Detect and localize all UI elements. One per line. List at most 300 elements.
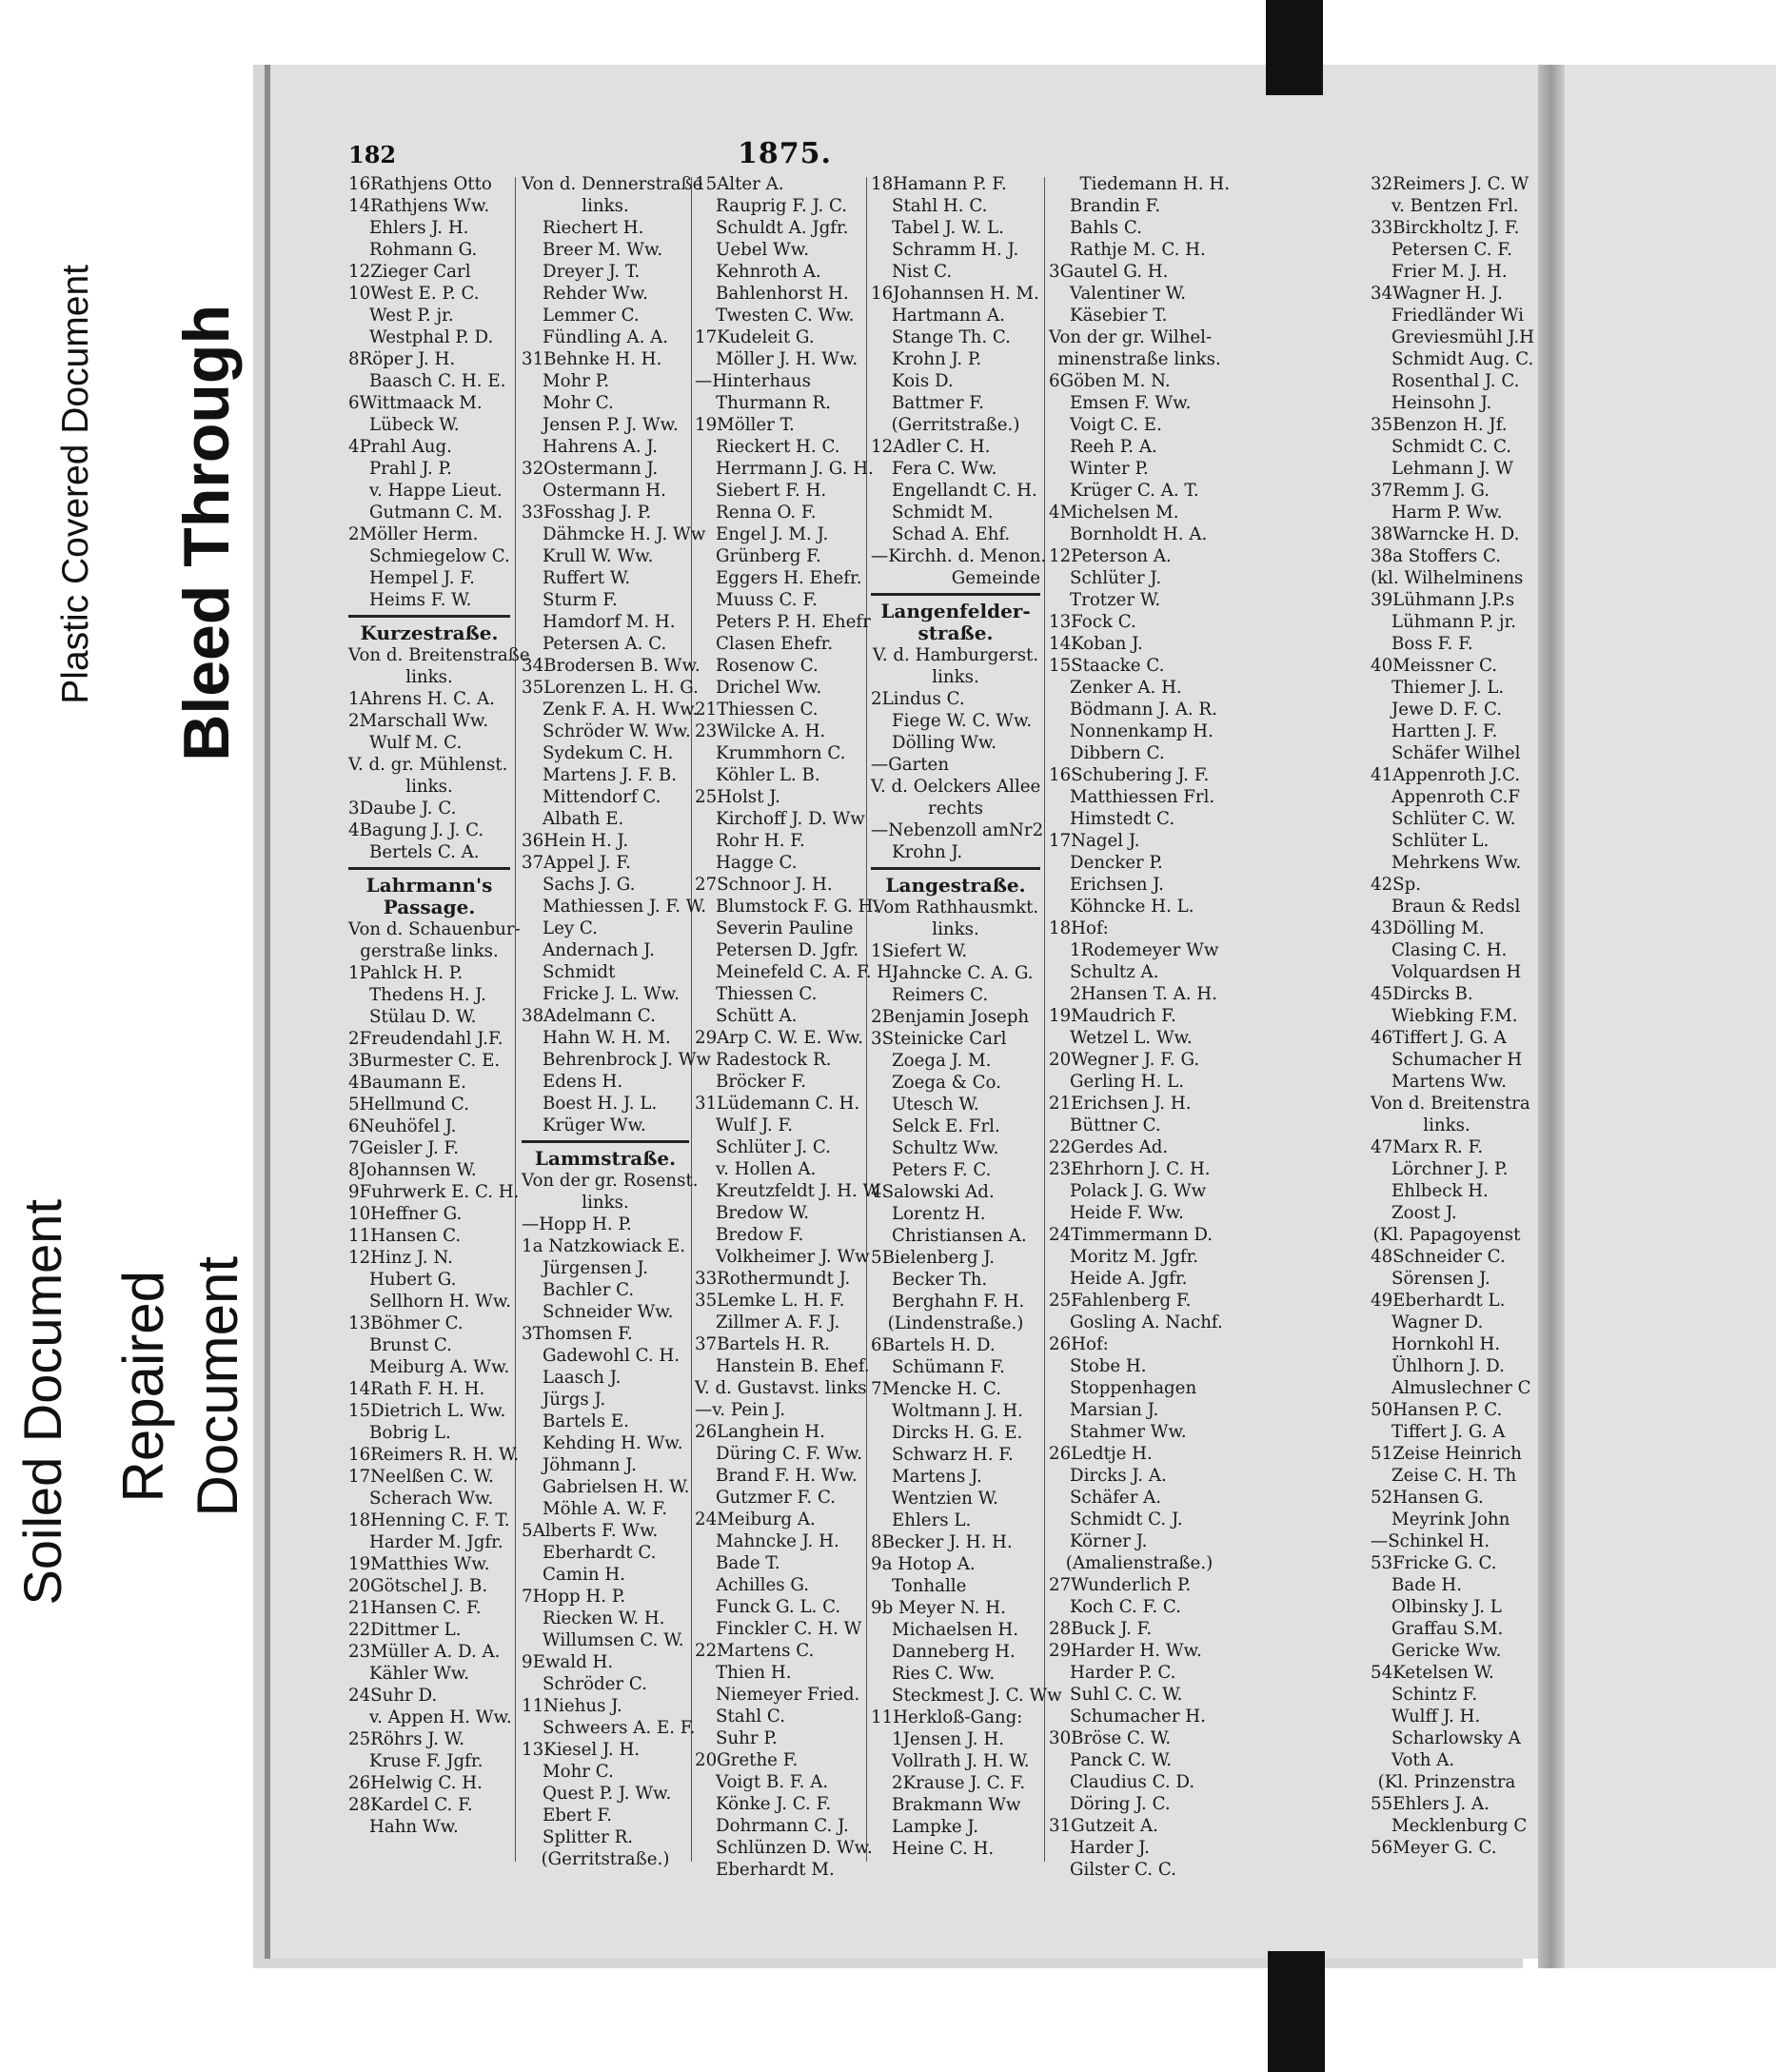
directory-entry: 48Schneider C. <box>1371 1247 1506 1267</box>
directory-entry: Voth A. <box>1391 1750 1455 1770</box>
directory-entry: 9b Meyer N. H. <box>871 1598 1006 1618</box>
directory-entry: Heide F. Ww. <box>1070 1203 1184 1223</box>
directory-entry: Renna O. F. <box>716 503 817 523</box>
directory-entry: Radestock R. <box>716 1050 832 1070</box>
directory-entry: Schneider Ww. <box>543 1302 674 1322</box>
directory-entry: Jürgensen J. <box>543 1258 649 1278</box>
directory-entry: 4Baumann E. <box>348 1073 466 1093</box>
directory-entry: 25Holst J. <box>695 787 780 807</box>
directory-entry: Olbinsky J. L <box>1391 1597 1502 1617</box>
directory-entry: 24Meiburg A. <box>695 1510 816 1529</box>
directory-entry: Martens J. F. B. <box>543 765 677 785</box>
directory-entry: 7Hopp H. P. <box>522 1587 626 1607</box>
directory-entry: Sellhorn H. Ww. <box>369 1292 512 1312</box>
directory-entry: Jensen P. J. Ww. <box>543 415 679 435</box>
directory-entry: Martens Ww. <box>1391 1072 1507 1092</box>
directory-entry: 4Michelsen M. <box>1049 503 1179 523</box>
directory-entry: 18Hamann P. F. <box>871 174 1007 194</box>
directory-entry: 5Bielenberg J. <box>871 1248 995 1268</box>
directory-entry: Bachler C. <box>543 1280 635 1300</box>
directory-entry: Schmidt M. <box>892 503 994 523</box>
directory-entry: Boest H. J. L. <box>543 1094 658 1114</box>
directory-entry: Trotzer W. <box>1070 590 1161 610</box>
directory-entry: Petersen D. Jgfr. <box>716 940 859 960</box>
plastic-covered-label: Plastic Covered Document <box>55 265 96 704</box>
directory-entry: Michaelsen H. <box>892 1620 1018 1640</box>
directory-entry: 34Wagner H. J. <box>1371 284 1503 304</box>
directory-entry: Stahl H. C. <box>892 196 988 216</box>
directory-entry: Schintz F. <box>1391 1685 1478 1705</box>
directory-entry: 26Langhein H. <box>695 1422 825 1442</box>
directory-entry: Polack J. G. Ww <box>1070 1181 1207 1201</box>
directory-entry: Wulf J. F. <box>716 1115 794 1135</box>
directory-entry: Von d. Breitenstraße <box>348 645 530 665</box>
section-rule <box>348 615 510 618</box>
page-number: 182 <box>348 141 397 168</box>
directory-entry: Schlüter L. <box>1391 831 1490 851</box>
directory-entry: 17Kudeleit G. <box>695 327 815 347</box>
directory-entry: Emsen F. Ww. <box>1070 393 1192 413</box>
directory-entry: 24Timmermann D. <box>1049 1225 1214 1245</box>
directory-entry: Boss F. F. <box>1391 634 1473 654</box>
directory-entry: Schweers A. E. F. <box>543 1718 696 1738</box>
directory-entry: Lörchner J. P. <box>1391 1159 1509 1179</box>
directory-entry: Möller J. H. Ww. <box>716 349 858 369</box>
directory-entry: Hanstein B. Ehef. <box>716 1356 870 1376</box>
directory-entry: 14Rathjens Ww. <box>348 196 490 216</box>
directory-entry: 19Maudrich F. <box>1049 1006 1176 1026</box>
directory-entry: Bartels E. <box>543 1411 629 1431</box>
directory-entry: Ehlbeck H. <box>1391 1181 1489 1201</box>
directory-entry: Krüger C. A. T. <box>1070 481 1199 501</box>
directory-entry: 38a Stoffers C. <box>1371 546 1502 566</box>
directory-entry: 8Röper J. H. <box>348 349 456 369</box>
directory-entry: Hartmann A. <box>892 306 1005 326</box>
directory-entry: 5Alberts F. Ww. <box>522 1521 659 1541</box>
directory-entry: 8Becker J. H. H. <box>871 1532 1013 1552</box>
directory-entry: Camin H. <box>543 1565 625 1585</box>
directory-entry: Hamdorf M. H. <box>543 612 676 632</box>
directory-entry: Andernach J. <box>543 940 655 960</box>
directory-entry: Kirchoff J. D. Ww <box>716 809 865 829</box>
directory-entry: links. <box>582 196 629 216</box>
directory-entry: —Hinterhaus <box>695 371 811 391</box>
directory-entry: Rohmann G. <box>369 240 478 260</box>
directory-entry: Krohn J. <box>892 842 963 862</box>
directory-entry: Schröder W. Ww. <box>543 721 691 741</box>
directory-entry: Brunst C. <box>369 1335 452 1355</box>
directory-entry: 34Brodersen B. Ww. <box>522 656 701 676</box>
directory-entry: Rathje M. C. H. <box>1070 240 1206 260</box>
directory-entry: (Amalienstraße.) <box>1065 1553 1214 1573</box>
directory-entry: Stobe H. <box>1070 1356 1147 1376</box>
directory-entry: Stahl C. <box>716 1707 785 1727</box>
directory-entry: V. d. gr. Mühlenst. <box>348 755 508 775</box>
directory-entry: 11Herkloß-Gang: <box>871 1707 1023 1727</box>
directory-entry: Gosling A. Nachf. <box>1070 1312 1223 1332</box>
directory-entry: 28Kardel C. F. <box>348 1795 473 1815</box>
directory-entry: Riecken W. H. <box>543 1608 665 1628</box>
directory-entry: 27Schnoor J. H. <box>695 875 833 895</box>
directory-entry: Hubert G. <box>369 1270 457 1290</box>
directory-entry: V. d. Oelckers Allee <box>871 777 1041 797</box>
directory-entry: Düring C. F. Ww. <box>716 1444 863 1464</box>
directory-entry: 17Nagel J. <box>1049 831 1140 851</box>
directory-entry: Fündling A. A. <box>543 327 669 347</box>
directory-entry: —Nebenzoll amNr2 <box>871 820 1044 840</box>
directory-entry: Mathiessen J. F. W. <box>543 897 707 917</box>
directory-entry: Severin Pauline <box>716 918 854 938</box>
directory-entry: Mittendorf C. <box>543 787 661 807</box>
directory-entry: 23Ehrhorn J. C. H. <box>1049 1159 1211 1179</box>
directory-entry: Schumacher H <box>1391 1050 1523 1070</box>
directory-entry: 46Tiffert J. G. A <box>1371 1028 1507 1048</box>
directory-entry: 33Rothermundt J. <box>695 1269 851 1289</box>
directory-entry: Lübeck W. <box>369 415 460 435</box>
directory-entry: Ebert F. <box>543 1806 613 1825</box>
directory-entry: Harder P. C. <box>1070 1663 1176 1683</box>
directory-entry: Brand F. H. Ww. <box>716 1466 858 1486</box>
directory-entry: Blumstock F. G. H. <box>716 897 879 917</box>
directory-entry: Krull W. Ww. <box>543 546 654 566</box>
directory-entry: 23Müller A. D. A. <box>348 1642 501 1662</box>
directory-entry: 16Johannsen H. M. <box>871 284 1039 304</box>
directory-entry: V. d. Gustavst. links <box>695 1378 867 1398</box>
directory-entry: 9Fuhrwerk E. C. H. <box>348 1182 520 1202</box>
column-divider <box>866 177 867 1862</box>
directory-entry: Appenroth C.F <box>1391 787 1521 807</box>
directory-entry: Reimers C. <box>892 985 989 1005</box>
directory-entry: Becker Th. <box>892 1270 988 1290</box>
directory-entry: Westphal P. D. <box>369 327 494 347</box>
directory-entry: Thurmann R. <box>716 393 832 413</box>
directory-entry: Reeh P. A. <box>1070 437 1157 457</box>
directory-entry: 54Ketelsen W. <box>1371 1663 1494 1683</box>
directory-entry: Schuldt A. Jgfr. <box>716 218 849 238</box>
street-heading: Kurzestraße. <box>360 622 499 644</box>
directory-entry: 17Neelßen C. W. <box>348 1467 494 1487</box>
directory-entry: Mecklenburg C <box>1391 1816 1528 1836</box>
directory-entry: Schmidt <box>543 962 616 982</box>
directory-entry: Lühmann P. jr. <box>1391 612 1517 632</box>
directory-entry: Zenker A. H. <box>1070 678 1182 698</box>
directory-entry: Vom Rathhausmkt. <box>872 898 1039 918</box>
directory-entry: Hornkohl H. <box>1391 1334 1501 1354</box>
directory-entry: Sörensen J. <box>1391 1269 1490 1289</box>
directory-entry: Schlüter C. W. <box>1391 809 1516 829</box>
directory-entry: Peters P. H. Ehefr <box>716 612 871 632</box>
directory-entry: links. <box>405 667 453 687</box>
directory-entry: Kruse F. Jgfr. <box>369 1751 483 1771</box>
directory-entry: Claudius C. D. <box>1070 1772 1195 1792</box>
street-heading: Langestraße. <box>885 874 1026 897</box>
directory-entry: Meyrink John <box>1391 1510 1510 1529</box>
directory-entry: Wagner D. <box>1391 1312 1484 1332</box>
directory-entry: Sydekum C. H. <box>543 743 674 763</box>
directory-entry: 3Daube J. C. <box>348 799 457 819</box>
directory-entry: Schultz A. <box>1070 962 1159 982</box>
directory-entry: Schumacher H. <box>1070 1707 1206 1727</box>
directory-entry: 51Zeise Heinrich <box>1371 1444 1522 1464</box>
section-rule <box>348 867 510 870</box>
directory-entry: Nonnenkamp H. <box>1070 721 1214 741</box>
directory-entry: Albath E. <box>543 809 624 829</box>
directory-entry: Breer M. Ww. <box>543 240 663 260</box>
directory-entry: Zeise C. H. Th <box>1391 1466 1517 1486</box>
directory-entry: Zenk F. A. H. Ww. <box>543 700 699 720</box>
directory-entry: Dähmcke H. J. Ww <box>543 524 706 544</box>
directory-entry: Engel J. M. J. <box>716 524 829 544</box>
directory-entry: Gilster C. C. <box>1070 1860 1176 1880</box>
directory-entry: Himstedt C. <box>1070 809 1175 829</box>
directory-entry: Körner J. <box>1070 1531 1148 1551</box>
directory-entry: Petersen A. C. <box>543 634 667 654</box>
directory-entry: 39Lühmann J.P.s <box>1371 590 1515 610</box>
directory-entry: Schmidt Aug. C. <box>1391 349 1534 369</box>
directory-entry: 21Thiessen C. <box>695 700 819 720</box>
directory-entry: 42Sp. <box>1371 875 1422 895</box>
directory-entry: Mahncke J. H. <box>716 1531 839 1551</box>
directory-entry: Wetzel L. Ww. <box>1070 1028 1193 1048</box>
directory-entry: Ühlhorn J. D. <box>1391 1356 1505 1376</box>
directory-entry: Ries C. Ww. <box>892 1664 996 1684</box>
directory-entry: —Schinkel H. <box>1371 1531 1490 1551</box>
directory-entry: Steckmest J. C. Ww <box>892 1686 1062 1706</box>
directory-entry: Mohr C. <box>543 1762 614 1782</box>
bleed-through-label: Bleed Through <box>170 305 243 761</box>
directory-entry: Gabrielsen H. W. <box>543 1477 690 1497</box>
directory-entry: 29Arp C. W. E. Ww. <box>695 1028 864 1048</box>
directory-entry: 26Helwig C. H. <box>348 1773 483 1793</box>
directory-entry: 14Rath F. H. H. <box>348 1379 485 1399</box>
directory-entry: 1Rodemeyer Ww <box>1070 940 1219 960</box>
directory-entry: Dircks H. G. E. <box>892 1423 1023 1443</box>
directory-entry: 55Ehlers J. A. <box>1371 1794 1490 1814</box>
directory-entry: Martens J. <box>892 1467 982 1487</box>
directory-entry: 32Ostermann J. <box>522 459 659 479</box>
directory-entry: —Hopp H. P. <box>522 1214 632 1234</box>
directory-entry: Kähler Ww. <box>369 1664 470 1684</box>
directory-entry: Selck E. Frl. <box>892 1116 1000 1136</box>
directory-entry: (Lindenstraße.) <box>887 1313 1024 1333</box>
directory-entry: v. Hollen A. <box>716 1159 817 1179</box>
directory-entry: Meiburg A. Ww. <box>369 1357 510 1377</box>
directory-entry: Herrmann J. G. H. <box>716 459 874 479</box>
directory-entry: Zillmer A. F. J. <box>716 1312 840 1332</box>
directory-entry: Finckler C. H. W <box>716 1619 862 1639</box>
directory-entry: 16Reimers R. H. W. <box>348 1445 520 1465</box>
directory-entry: Kreutzfeldt J. H. W <box>716 1181 881 1201</box>
scan-edge-bottom <box>1268 1951 1325 2072</box>
directory-entry: Tabel J. W. L. <box>892 218 1004 238</box>
directory-entry: 53Fricke G. C. <box>1371 1553 1497 1573</box>
directory-entry: v. Bentzen Frl. <box>1391 196 1519 216</box>
directory-entry: 27Wunderlich P. <box>1049 1575 1192 1595</box>
directory-entry: Danneberg H. <box>892 1642 1016 1662</box>
directory-entry: Uebel Ww. <box>716 240 809 260</box>
directory-entry: 2Möller Herm. <box>348 524 479 544</box>
directory-entry: Jahncke C. A. G. <box>892 963 1034 983</box>
directory-entry: (Gerritstraße.) <box>891 415 1020 435</box>
directory-entry: 2Freudendahl J.F. <box>348 1029 503 1049</box>
directory-entry: 25Fahlenberg F. <box>1049 1291 1192 1311</box>
directory-entry: Krüger Ww. <box>543 1115 646 1135</box>
directory-entry: Gutzmer F. C. <box>716 1488 837 1508</box>
directory-entry: Harder M. Jgfr. <box>369 1532 503 1552</box>
directory-entry: 52Hansen G. <box>1371 1488 1484 1508</box>
directory-entry: 49Eberhardt L. <box>1371 1291 1506 1311</box>
directory-entry: Frier M. J. H. <box>1391 262 1508 282</box>
directory-entry: 8Johannsen W. <box>348 1160 477 1180</box>
directory-entry: Wiebking F.M. <box>1391 1006 1518 1026</box>
directory-entry: —v. Pein J. <box>695 1400 786 1420</box>
directory-entry: Christiansen A. <box>892 1226 1027 1246</box>
street-heading: Lahrmann's <box>365 874 493 897</box>
directory-entry: Stoppenhagen <box>1070 1378 1197 1398</box>
directory-entry: Winter P. <box>1070 459 1149 479</box>
directory-entry: v. Happe Lieut. <box>369 481 503 501</box>
directory-column-5 <box>1049 173 1230 1881</box>
directory-entry: Tiedemann H. H. <box>1079 174 1230 194</box>
directory-entry: Thien H. <box>716 1663 792 1683</box>
directory-entry: Funck G. L. C. <box>716 1597 841 1617</box>
directory-entry: Eggers H. Ehefr. <box>716 568 862 588</box>
directory-entry: 13Kiesel J. H. <box>522 1740 641 1760</box>
directory-entry: Tonhalle <box>892 1576 967 1596</box>
directory-entry: Bahlenhorst H. <box>716 284 849 304</box>
directory-entry: Battmer F. <box>892 393 984 413</box>
directory-entry: Bornholdt H. A. <box>1070 524 1208 544</box>
directory-entry: Nist C. <box>892 262 953 282</box>
directory-entry: 32Reimers J. C. W <box>1371 174 1529 194</box>
directory-entry: Panck C. W. <box>1070 1750 1173 1770</box>
directory-entry: links. <box>932 919 979 939</box>
directory-entry: Peters F. C. <box>892 1160 992 1180</box>
directory-entry: 28Buck J. F. <box>1049 1619 1153 1639</box>
directory-entry: Mohr P. <box>543 371 610 391</box>
directory-entry: Schmidt C. J. <box>1070 1510 1183 1529</box>
directory-entry: Clasen Ehefr. <box>716 634 834 654</box>
directory-entry: 31Behnke H. H. <box>522 349 662 369</box>
directory-entry: Lemmer C. <box>543 306 640 326</box>
directory-entry: Schümann F. <box>892 1357 1005 1377</box>
directory-entry: 21Erichsen J. H. <box>1049 1094 1192 1114</box>
directory-entry: —Garten <box>871 755 950 775</box>
directory-entry: Rieckert H. C. <box>716 437 840 457</box>
directory-entry: Eberhardt C. <box>543 1543 657 1563</box>
directory-entry: Suhr P. <box>716 1728 778 1748</box>
directory-entry: Schröder C. <box>543 1674 647 1694</box>
directory-entry: Berghahn F. H. <box>892 1292 1025 1312</box>
scan-edge-top <box>1266 0 1323 95</box>
directory-entry: Schwarz H. F. <box>892 1445 1014 1465</box>
directory-entry: Schäfer Wilhel <box>1391 743 1521 763</box>
directory-entry: 11Niehus J. <box>522 1696 622 1716</box>
repaired-line-1: Repaired <box>111 1270 175 1503</box>
street-heading: Passage. <box>383 896 476 918</box>
directory-entry: Büttner C. <box>1070 1115 1161 1135</box>
directory-entry: Clasing C. H. <box>1391 940 1508 960</box>
directory-entry: 33Fosshag J. P. <box>522 503 652 523</box>
directory-entry: 37Appel J. F. <box>522 853 631 873</box>
directory-entry: 22Dittmer L. <box>348 1620 462 1640</box>
directory-entry: Bahls C. <box>1070 218 1142 238</box>
directory-entry: 33Birckholtz J. F. <box>1371 218 1520 238</box>
directory-entry: Splitter R. <box>543 1827 634 1847</box>
directory-entry: 31Gutzeit A. <box>1049 1816 1158 1836</box>
directory-entry: Engellandt C. H. <box>892 481 1037 501</box>
directory-entry: Harm P. Ww. <box>1391 503 1503 523</box>
directory-entry: (Kl. Papagoyenst <box>1372 1225 1521 1245</box>
directory-entry: 15Alter A. <box>695 174 784 194</box>
directory-entry: Gerling H. L. <box>1070 1072 1185 1092</box>
directory-entry: 16Rathjens Otto <box>348 174 492 194</box>
directory-entry: 31Lüdemann C. H. <box>695 1094 860 1114</box>
street-heading: Lammstraße. <box>534 1147 677 1170</box>
directory-entry: Sturm F. <box>543 590 618 610</box>
directory-entry: Von d. Breitenstra <box>1371 1094 1530 1114</box>
street-heading: Langenfelder- <box>880 600 1031 622</box>
directory-entry: 37Remm J. G. <box>1371 481 1490 501</box>
directory-entry: Hagge C. <box>716 853 798 873</box>
directory-entry: Stange Th. C. <box>892 327 1011 347</box>
directory-entry: 10West E. P. C. <box>348 284 480 304</box>
directory-entry: Baasch C. H. E. <box>369 371 506 391</box>
directory-entry: Tiffert J. G. A <box>1391 1422 1506 1442</box>
directory-entry: Niemeyer Fried. <box>716 1685 860 1705</box>
directory-entry: Dircks J. A. <box>1070 1466 1167 1486</box>
directory-entry: Ehlers J. H. <box>369 218 469 238</box>
directory-entry: 9Ewald H. <box>522 1652 614 1672</box>
directory-entry: 2Hansen T. A. H. <box>1070 984 1217 1004</box>
directory-entry: Schlüter J. C. <box>716 1137 831 1157</box>
directory-entry: (kl. Wilhelminens <box>1371 568 1524 588</box>
directory-entry: 12Adler C. H. <box>871 437 991 457</box>
directory-entry: Schütt A. <box>716 1006 798 1026</box>
directory-entry: 2Krause J. C. F. <box>892 1773 1026 1793</box>
directory-entry: Jürgs J. <box>543 1390 606 1410</box>
directory-entry: Hahn Ww. <box>369 1817 459 1837</box>
directory-entry: Vollrath J. H. W. <box>892 1751 1030 1771</box>
directory-column-2 <box>522 173 711 1870</box>
directory-entry: Scharlowsky A <box>1391 1728 1521 1748</box>
directory-entry: 4Bagung J. J. C. <box>348 820 484 840</box>
directory-entry: 13Fock C. <box>1049 612 1136 632</box>
directory-entry: 35Lorenzen L. H. G. <box>522 678 699 698</box>
directory-entry: Eberhardt M. <box>716 1860 835 1880</box>
directory-entry: Brakmann Ww <box>892 1795 1021 1815</box>
directory-entry: Willumsen C. W. <box>543 1630 684 1650</box>
directory-entry: Wulff J. H. <box>1391 1707 1481 1727</box>
directory-entry: Wentzien W. <box>892 1489 998 1509</box>
directory-column-1 <box>348 173 530 1838</box>
directory-entry: Dreyer J. T. <box>543 262 641 282</box>
directory-entry: 24Suhr D. <box>348 1686 438 1706</box>
directory-entry: 10Heffner G. <box>348 1204 463 1224</box>
directory-entry: Greviesmühl J.H <box>1391 327 1534 347</box>
directory-entry: Kois D. <box>892 371 954 391</box>
directory-entry: Rohr H. F. <box>716 831 805 851</box>
section-rule <box>871 593 1040 596</box>
directory-entry: Woltmann J. H. <box>892 1401 1023 1421</box>
directory-entry: Bade T. <box>716 1553 780 1573</box>
directory-entry: 3Gautel G. H. <box>1049 262 1169 282</box>
directory-entry: 13Böhmer C. <box>348 1313 464 1333</box>
directory-entry: Mehrkens Ww. <box>1391 853 1522 873</box>
directory-entry: Schmiegelow C. <box>369 546 510 566</box>
directory-entry: Voigt C. E. <box>1070 415 1162 435</box>
directory-entry: 2Benjamin Joseph <box>871 1007 1030 1027</box>
